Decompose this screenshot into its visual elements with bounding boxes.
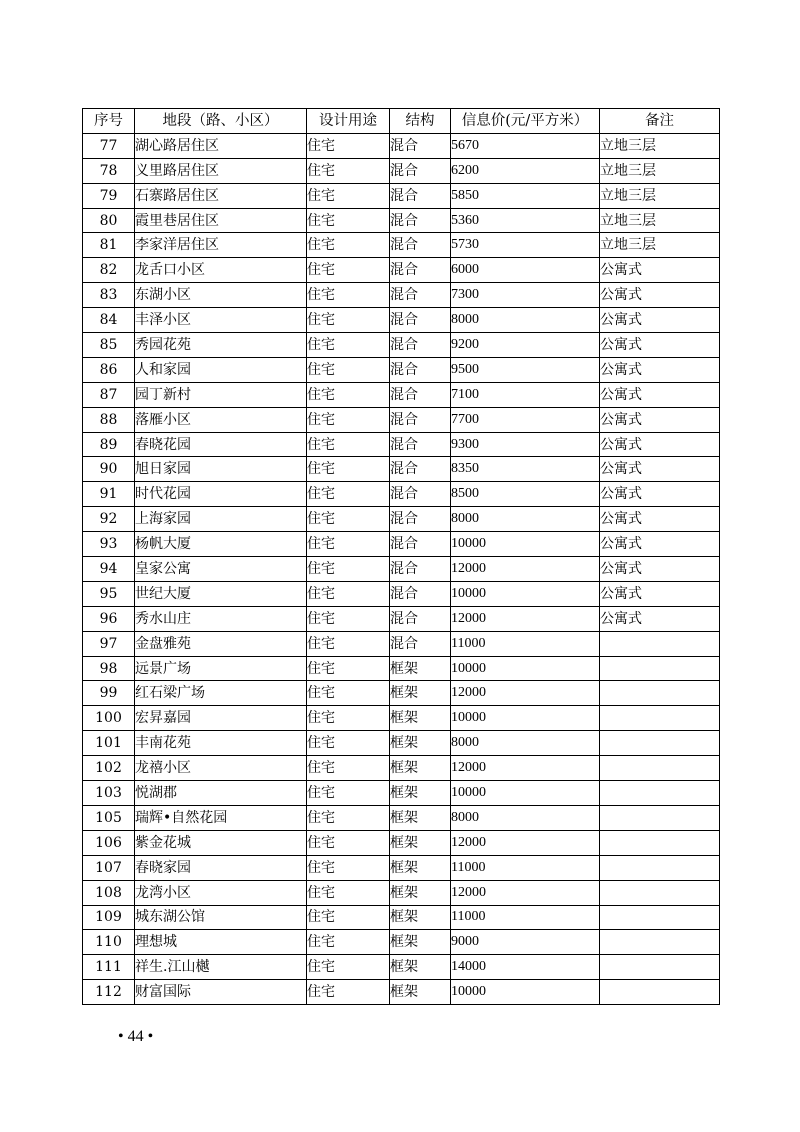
row-location-cell: 春晓家园 <box>135 855 307 880</box>
row-location-cell: 祥生.江山樾 <box>135 955 307 980</box>
row-note-cell: 公寓式 <box>600 581 720 606</box>
row-structure-cell: 混合 <box>390 357 451 382</box>
row-structure-cell: 混合 <box>390 631 451 656</box>
table-row <box>83 805 720 830</box>
row-structure-cell: 框架 <box>390 706 451 731</box>
row-usage-cell: 住宅 <box>307 432 390 457</box>
row-location-cell: 世纪大厦 <box>135 581 307 606</box>
table-row <box>83 333 720 358</box>
row-price-cell: 10000 <box>451 532 600 557</box>
row-price-cell: 9500 <box>451 357 600 382</box>
table-row <box>83 656 720 681</box>
row-price-cell: 9300 <box>451 432 600 457</box>
row-location-cell: 秀水山庄 <box>135 606 307 631</box>
row-location-cell: 龙禧小区 <box>135 756 307 781</box>
table-row <box>83 756 720 781</box>
row-seq-cell: 88 <box>83 407 135 432</box>
table-row <box>83 357 720 382</box>
row-price-cell: 7700 <box>451 407 600 432</box>
row-price-cell: 9200 <box>451 333 600 358</box>
row-location-cell: 城东湖公馆 <box>135 905 307 930</box>
table-row <box>83 980 720 1005</box>
row-note-cell <box>600 930 720 955</box>
row-usage-cell: 住宅 <box>307 656 390 681</box>
row-usage-cell: 住宅 <box>307 158 390 183</box>
row-usage-cell: 住宅 <box>307 457 390 482</box>
row-location-cell: 财富国际 <box>135 980 307 1005</box>
row-location-cell: 春晓花园 <box>135 432 307 457</box>
row-usage-cell: 住宅 <box>307 980 390 1005</box>
row-note-cell: 公寓式 <box>600 357 720 382</box>
row-note-cell <box>600 681 720 706</box>
row-note-cell: 公寓式 <box>600 482 720 507</box>
table-row <box>83 880 720 905</box>
row-usage-cell: 住宅 <box>307 258 390 283</box>
row-location-cell: 落雁小区 <box>135 407 307 432</box>
table-row <box>83 905 720 930</box>
row-structure-cell: 混合 <box>390 333 451 358</box>
row-note-cell: 公寓式 <box>600 557 720 582</box>
row-seq-cell: 87 <box>83 382 135 407</box>
table-row <box>83 233 720 258</box>
row-note-cell <box>600 781 720 806</box>
row-price-cell: 5360 <box>451 208 600 233</box>
row-note-cell: 公寓式 <box>600 507 720 532</box>
row-usage-cell: 住宅 <box>307 581 390 606</box>
table-row <box>83 855 720 880</box>
header-structure: 结构 <box>390 109 451 134</box>
table-row <box>83 457 720 482</box>
row-price-cell: 11000 <box>451 905 600 930</box>
table-row <box>83 308 720 333</box>
row-price-cell: 11000 <box>451 631 600 656</box>
row-usage-cell: 住宅 <box>307 333 390 358</box>
row-seq-cell: 92 <box>83 507 135 532</box>
row-note-cell <box>600 955 720 980</box>
table-row <box>83 407 720 432</box>
row-usage-cell: 住宅 <box>307 930 390 955</box>
row-location-cell: 人和家园 <box>135 357 307 382</box>
row-structure-cell: 混合 <box>390 308 451 333</box>
row-usage-cell: 住宅 <box>307 308 390 333</box>
row-structure-cell: 框架 <box>390 930 451 955</box>
table-row <box>83 158 720 183</box>
row-usage-cell: 住宅 <box>307 407 390 432</box>
table-row <box>83 606 720 631</box>
row-location-cell: 秀园花苑 <box>135 333 307 358</box>
row-note-cell: 公寓式 <box>600 308 720 333</box>
table-row <box>83 183 720 208</box>
row-price-cell: 5850 <box>451 183 600 208</box>
row-seq-cell: 93 <box>83 532 135 557</box>
row-seq-cell: 83 <box>83 283 135 308</box>
table-row <box>83 930 720 955</box>
table-row <box>83 631 720 656</box>
row-seq-cell: 78 <box>83 158 135 183</box>
row-seq-cell: 101 <box>83 731 135 756</box>
row-usage-cell: 住宅 <box>307 283 390 308</box>
table-row <box>83 830 720 855</box>
row-price-cell: 7100 <box>451 382 600 407</box>
row-usage-cell: 住宅 <box>307 706 390 731</box>
row-location-cell: 丰泽小区 <box>135 308 307 333</box>
row-seq-cell: 86 <box>83 357 135 382</box>
table-row <box>83 482 720 507</box>
header-note: 备注 <box>600 109 720 134</box>
row-structure-cell: 框架 <box>390 731 451 756</box>
row-seq-cell: 100 <box>83 706 135 731</box>
row-seq-cell: 102 <box>83 756 135 781</box>
row-price-cell: 12000 <box>451 557 600 582</box>
table-row <box>83 955 720 980</box>
row-structure-cell: 框架 <box>390 905 451 930</box>
row-usage-cell: 住宅 <box>307 532 390 557</box>
header-price: 信息价(元/平方米） <box>451 109 600 134</box>
row-location-cell: 时代花园 <box>135 482 307 507</box>
row-structure-cell: 混合 <box>390 208 451 233</box>
row-location-cell: 霞里巷居住区 <box>135 208 307 233</box>
row-structure-cell: 混合 <box>390 158 451 183</box>
row-usage-cell: 住宅 <box>307 482 390 507</box>
row-location-cell: 李家洋居住区 <box>135 233 307 258</box>
row-location-cell: 理想城 <box>135 930 307 955</box>
row-price-cell: 12000 <box>451 756 600 781</box>
row-usage-cell: 住宅 <box>307 855 390 880</box>
row-price-cell: 5730 <box>451 233 600 258</box>
row-usage-cell: 住宅 <box>307 557 390 582</box>
row-price-cell: 8000 <box>451 308 600 333</box>
row-seq-cell: 77 <box>83 133 135 158</box>
row-location-cell: 宏昇嘉园 <box>135 706 307 731</box>
row-usage-cell: 住宅 <box>307 731 390 756</box>
row-seq-cell: 109 <box>83 905 135 930</box>
row-usage-cell: 住宅 <box>307 681 390 706</box>
row-seq-cell: 84 <box>83 308 135 333</box>
row-structure-cell: 框架 <box>390 781 451 806</box>
row-usage-cell: 住宅 <box>307 606 390 631</box>
row-structure-cell: 框架 <box>390 830 451 855</box>
row-location-cell: 上海家园 <box>135 507 307 532</box>
row-seq-cell: 96 <box>83 606 135 631</box>
row-seq-cell: 105 <box>83 805 135 830</box>
row-location-cell: 杨帆大厦 <box>135 532 307 557</box>
row-price-cell: 10000 <box>451 656 600 681</box>
row-structure-cell: 框架 <box>390 880 451 905</box>
row-note-cell <box>600 855 720 880</box>
table-row <box>83 781 720 806</box>
row-structure-cell: 框架 <box>390 955 451 980</box>
table-body <box>83 133 720 1004</box>
row-price-cell: 8000 <box>451 805 600 830</box>
row-price-cell: 12000 <box>451 681 600 706</box>
table-row <box>83 532 720 557</box>
row-location-cell: 旭日家园 <box>135 457 307 482</box>
row-location-cell: 义里路居住区 <box>135 158 307 183</box>
row-seq-cell: 94 <box>83 557 135 582</box>
row-note-cell <box>600 830 720 855</box>
row-note-cell <box>600 656 720 681</box>
row-usage-cell: 住宅 <box>307 631 390 656</box>
table-row <box>83 258 720 283</box>
row-note-cell <box>600 905 720 930</box>
row-note-cell <box>600 706 720 731</box>
row-note-cell <box>600 980 720 1005</box>
row-price-cell: 12000 <box>451 830 600 855</box>
row-structure-cell: 混合 <box>390 133 451 158</box>
row-seq-cell: 106 <box>83 830 135 855</box>
row-location-cell: 石寨路居住区 <box>135 183 307 208</box>
row-structure-cell: 混合 <box>390 407 451 432</box>
row-price-cell: 11000 <box>451 855 600 880</box>
row-price-cell: 8000 <box>451 731 600 756</box>
row-seq-cell: 91 <box>83 482 135 507</box>
row-price-cell: 6000 <box>451 258 600 283</box>
row-structure-cell: 混合 <box>390 183 451 208</box>
table-row <box>83 208 720 233</box>
row-note-cell: 立地三层 <box>600 158 720 183</box>
row-seq-cell: 110 <box>83 930 135 955</box>
row-usage-cell: 住宅 <box>307 208 390 233</box>
row-usage-cell: 住宅 <box>307 507 390 532</box>
price-table <box>82 108 720 1005</box>
row-note-cell <box>600 880 720 905</box>
row-structure-cell: 框架 <box>390 656 451 681</box>
row-structure-cell: 混合 <box>390 482 451 507</box>
row-price-cell: 5670 <box>451 133 600 158</box>
row-structure-cell: 框架 <box>390 855 451 880</box>
row-price-cell: 10000 <box>451 706 600 731</box>
row-seq-cell: 107 <box>83 855 135 880</box>
row-structure-cell: 混合 <box>390 532 451 557</box>
row-seq-cell: 95 <box>83 581 135 606</box>
row-structure-cell: 混合 <box>390 283 451 308</box>
row-structure-cell: 混合 <box>390 457 451 482</box>
row-seq-cell: 103 <box>83 781 135 806</box>
row-note-cell: 立地三层 <box>600 233 720 258</box>
row-note-cell: 公寓式 <box>600 382 720 407</box>
table-row <box>83 557 720 582</box>
row-structure-cell: 框架 <box>390 805 451 830</box>
row-location-cell: 紫金花城 <box>135 830 307 855</box>
row-note-cell: 公寓式 <box>600 606 720 631</box>
row-note-cell: 公寓式 <box>600 407 720 432</box>
row-usage-cell: 住宅 <box>307 955 390 980</box>
row-usage-cell: 住宅 <box>307 357 390 382</box>
row-seq-cell: 112 <box>83 980 135 1005</box>
row-note-cell <box>600 731 720 756</box>
row-location-cell: 红石梁广场 <box>135 681 307 706</box>
table-row <box>83 432 720 457</box>
row-structure-cell: 混合 <box>390 432 451 457</box>
row-note-cell: 公寓式 <box>600 532 720 557</box>
row-seq-cell: 80 <box>83 208 135 233</box>
table-row <box>83 581 720 606</box>
row-location-cell: 瑞辉•自然花园 <box>135 805 307 830</box>
row-structure-cell: 混合 <box>390 507 451 532</box>
row-price-cell: 8500 <box>451 482 600 507</box>
row-price-cell: 8350 <box>451 457 600 482</box>
row-seq-cell: 85 <box>83 333 135 358</box>
row-location-cell: 园丁新村 <box>135 382 307 407</box>
row-note-cell: 公寓式 <box>600 333 720 358</box>
header-location: 地段（路、小区） <box>135 109 307 134</box>
row-usage-cell: 住宅 <box>307 382 390 407</box>
row-note-cell: 立地三层 <box>600 208 720 233</box>
header-seq: 序号 <box>83 109 135 134</box>
row-usage-cell: 住宅 <box>307 905 390 930</box>
table-row <box>83 731 720 756</box>
row-structure-cell: 混合 <box>390 557 451 582</box>
row-location-cell: 龙湾小区 <box>135 880 307 905</box>
row-location-cell: 悦湖郡 <box>135 781 307 806</box>
row-structure-cell: 框架 <box>390 756 451 781</box>
row-location-cell: 远景广场 <box>135 656 307 681</box>
row-structure-cell: 混合 <box>390 606 451 631</box>
row-usage-cell: 住宅 <box>307 805 390 830</box>
row-usage-cell: 住宅 <box>307 133 390 158</box>
row-usage-cell: 住宅 <box>307 756 390 781</box>
row-usage-cell: 住宅 <box>307 880 390 905</box>
table-row <box>83 283 720 308</box>
row-price-cell: 10000 <box>451 980 600 1005</box>
row-structure-cell: 混合 <box>390 258 451 283</box>
row-seq-cell: 90 <box>83 457 135 482</box>
row-location-cell: 东湖小区 <box>135 283 307 308</box>
row-usage-cell: 住宅 <box>307 830 390 855</box>
row-note-cell <box>600 805 720 830</box>
table-row <box>83 133 720 158</box>
row-price-cell: 12000 <box>451 606 600 631</box>
row-seq-cell: 89 <box>83 432 135 457</box>
row-structure-cell: 混合 <box>390 382 451 407</box>
row-seq-cell: 108 <box>83 880 135 905</box>
row-seq-cell: 111 <box>83 955 135 980</box>
row-price-cell: 6200 <box>451 158 600 183</box>
row-location-cell: 皇家公寓 <box>135 557 307 582</box>
row-seq-cell: 98 <box>83 656 135 681</box>
table-row <box>83 706 720 731</box>
row-price-cell: 8000 <box>451 507 600 532</box>
row-location-cell: 龙舌口小区 <box>135 258 307 283</box>
row-note-cell: 立地三层 <box>600 183 720 208</box>
row-usage-cell: 住宅 <box>307 781 390 806</box>
row-location-cell: 丰南花苑 <box>135 731 307 756</box>
row-note-cell: 公寓式 <box>600 258 720 283</box>
row-price-cell: 9000 <box>451 930 600 955</box>
row-note-cell: 立地三层 <box>600 133 720 158</box>
row-note-cell <box>600 631 720 656</box>
row-price-cell: 7300 <box>451 283 600 308</box>
table-row <box>83 507 720 532</box>
row-structure-cell: 混合 <box>390 233 451 258</box>
row-note-cell: 公寓式 <box>600 457 720 482</box>
row-note-cell: 公寓式 <box>600 432 720 457</box>
row-note-cell <box>600 756 720 781</box>
row-note-cell: 公寓式 <box>600 283 720 308</box>
row-seq-cell: 97 <box>83 631 135 656</box>
row-structure-cell: 混合 <box>390 581 451 606</box>
row-seq-cell: 79 <box>83 183 135 208</box>
row-location-cell: 湖心路居住区 <box>135 133 307 158</box>
table-row <box>83 681 720 706</box>
row-seq-cell: 81 <box>83 233 135 258</box>
header-usage: 设计用途 <box>307 109 390 134</box>
row-structure-cell: 框架 <box>390 681 451 706</box>
row-seq-cell: 82 <box>83 258 135 283</box>
table-header-row <box>83 109 720 134</box>
row-price-cell: 10000 <box>451 781 600 806</box>
row-structure-cell: 框架 <box>390 980 451 1005</box>
row-location-cell: 金盘雅苑 <box>135 631 307 656</box>
table-row <box>83 382 720 407</box>
row-usage-cell: 住宅 <box>307 183 390 208</box>
row-price-cell: 12000 <box>451 880 600 905</box>
row-seq-cell: 99 <box>83 681 135 706</box>
page-number: • 44 • <box>118 1028 154 1045</box>
row-price-cell: 10000 <box>451 581 600 606</box>
row-usage-cell: 住宅 <box>307 233 390 258</box>
row-price-cell: 14000 <box>451 955 600 980</box>
